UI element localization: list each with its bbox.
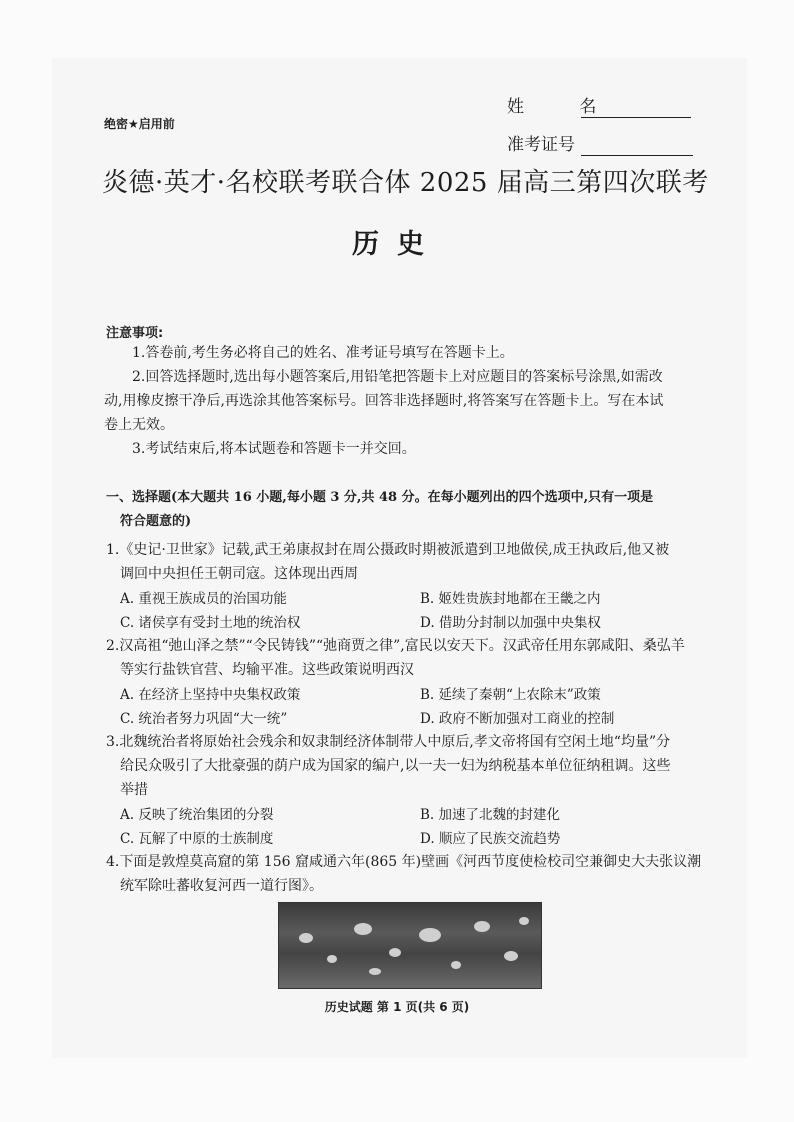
question-3-line-2: 给民众吸引了大批豪强的荫户成为国家的编户,以一夫一妇为纳税基本单位征纳租调。这些 [120,758,671,774]
question-1-option-c: C. 诸侯享有受封土地的统治权 [120,615,301,631]
question-2-line-1: 2.汉高祖“弛山泽之禁”“令民铸钱”“弛商贾之律”,富民以安天下。汉武帝任用东郭咸阳、桑弘羊 [106,638,685,654]
question-3-line-3: 举措 [120,782,148,798]
notice-heading: 注意事项: [106,326,164,341]
name-label: 姓 名 [507,97,622,117]
confidential-mark: 绝密★启用前 [104,117,175,131]
question-1-option-b: B. 姬姓贵族封地都在王畿之内 [420,591,601,607]
exam-id-blank [581,135,693,156]
notice-item-2-line-2: 动,用橡皮擦干净后,再选涂其他答案标号。回答非选择题时,将答案写在答题卡上。写在本试 [104,393,664,409]
notice-item-3: 3.考试结束后,将本试题卷和答题卡一并交回。 [132,441,416,457]
exam-id-field [507,130,693,156]
name-field [507,92,691,118]
question-1-option-d: D. 借助分封制以加强中央集权 [420,615,601,631]
question-1-line-2: 调回中央担任王朝司寇。这体现出西周 [120,566,358,582]
page-footer: 历史试题 第 1 页(共 6 页) [324,1000,470,1014]
notice-item-2-line-1: 2.回答选择题时,选出每小题答案后,用铅笔把答题卡上对应题目的答案标号涂黑,如需改 [132,369,663,385]
question-2-option-b: B. 延续了秦朝“上农除末”政策 [420,687,601,703]
section-heading-line-2: 符合题意的) [120,514,192,529]
notice-item-1: 1.答卷前,考生务必将自己的姓名、准考证号填写在答题卡上。 [132,345,514,361]
subject-title: 历史 [352,229,442,260]
question-2-option-c: C. 统治者努力巩固“大一统” [120,711,288,727]
question-3-option-c: C. 瓦解了中原的士族制度 [120,831,274,847]
exam-title: 炎德·英才·名校联考联合体 2025 届高三第四次联考 [102,168,709,198]
notice-item-2-line-3: 卷上无效。 [104,417,174,433]
question-3-option-d: D. 顺应了民族交流趋势 [420,831,561,847]
question-4-line-1: 4.下面是敦煌莫高窟的第 156 窟咸通六年(865 年)壁画《河西节度使检校司空兼御史大夫张议潮 [106,854,702,870]
question-1-line-1: 1.《史记·卫世家》记载,武王弟康叔封在周公摄政时期被派遣到卫地做侯,成王执政后,他又被 [106,542,670,558]
section-heading-line-1: 一、选择题(本大题共 16 小题,每小题 3 分,共 48 分。在每小题列出的四个选项中,只有一项是 [106,490,654,505]
question-2-line-2: 等实行盐铁官营、均输平准。这些政策说明西汉 [120,662,414,678]
exam-id-label: 准考证号 [507,135,575,155]
question-3-option-b: B. 加速了北魏的封建化 [420,807,561,823]
question-3-option-a: A. 反映了统治集团的分裂 [120,807,274,823]
question-2-option-d: D. 政府不断加强对工商业的控制 [420,711,615,727]
name-blank [581,97,691,118]
dunhuang-mural-image [278,902,542,989]
question-4-line-2: 统军除吐蕃收复河西一道行图》。 [120,878,323,894]
question-3-line-1: 3.北魏统治者将原始社会残余和奴隶制经济体制带人中原后,孝文帝将国有空闲土地“均量”分 [106,734,671,750]
question-2-option-a: A. 在经济上坚持中央集权政策 [120,687,301,703]
question-1-option-a: A. 重视王族成员的治国功能 [120,591,287,607]
